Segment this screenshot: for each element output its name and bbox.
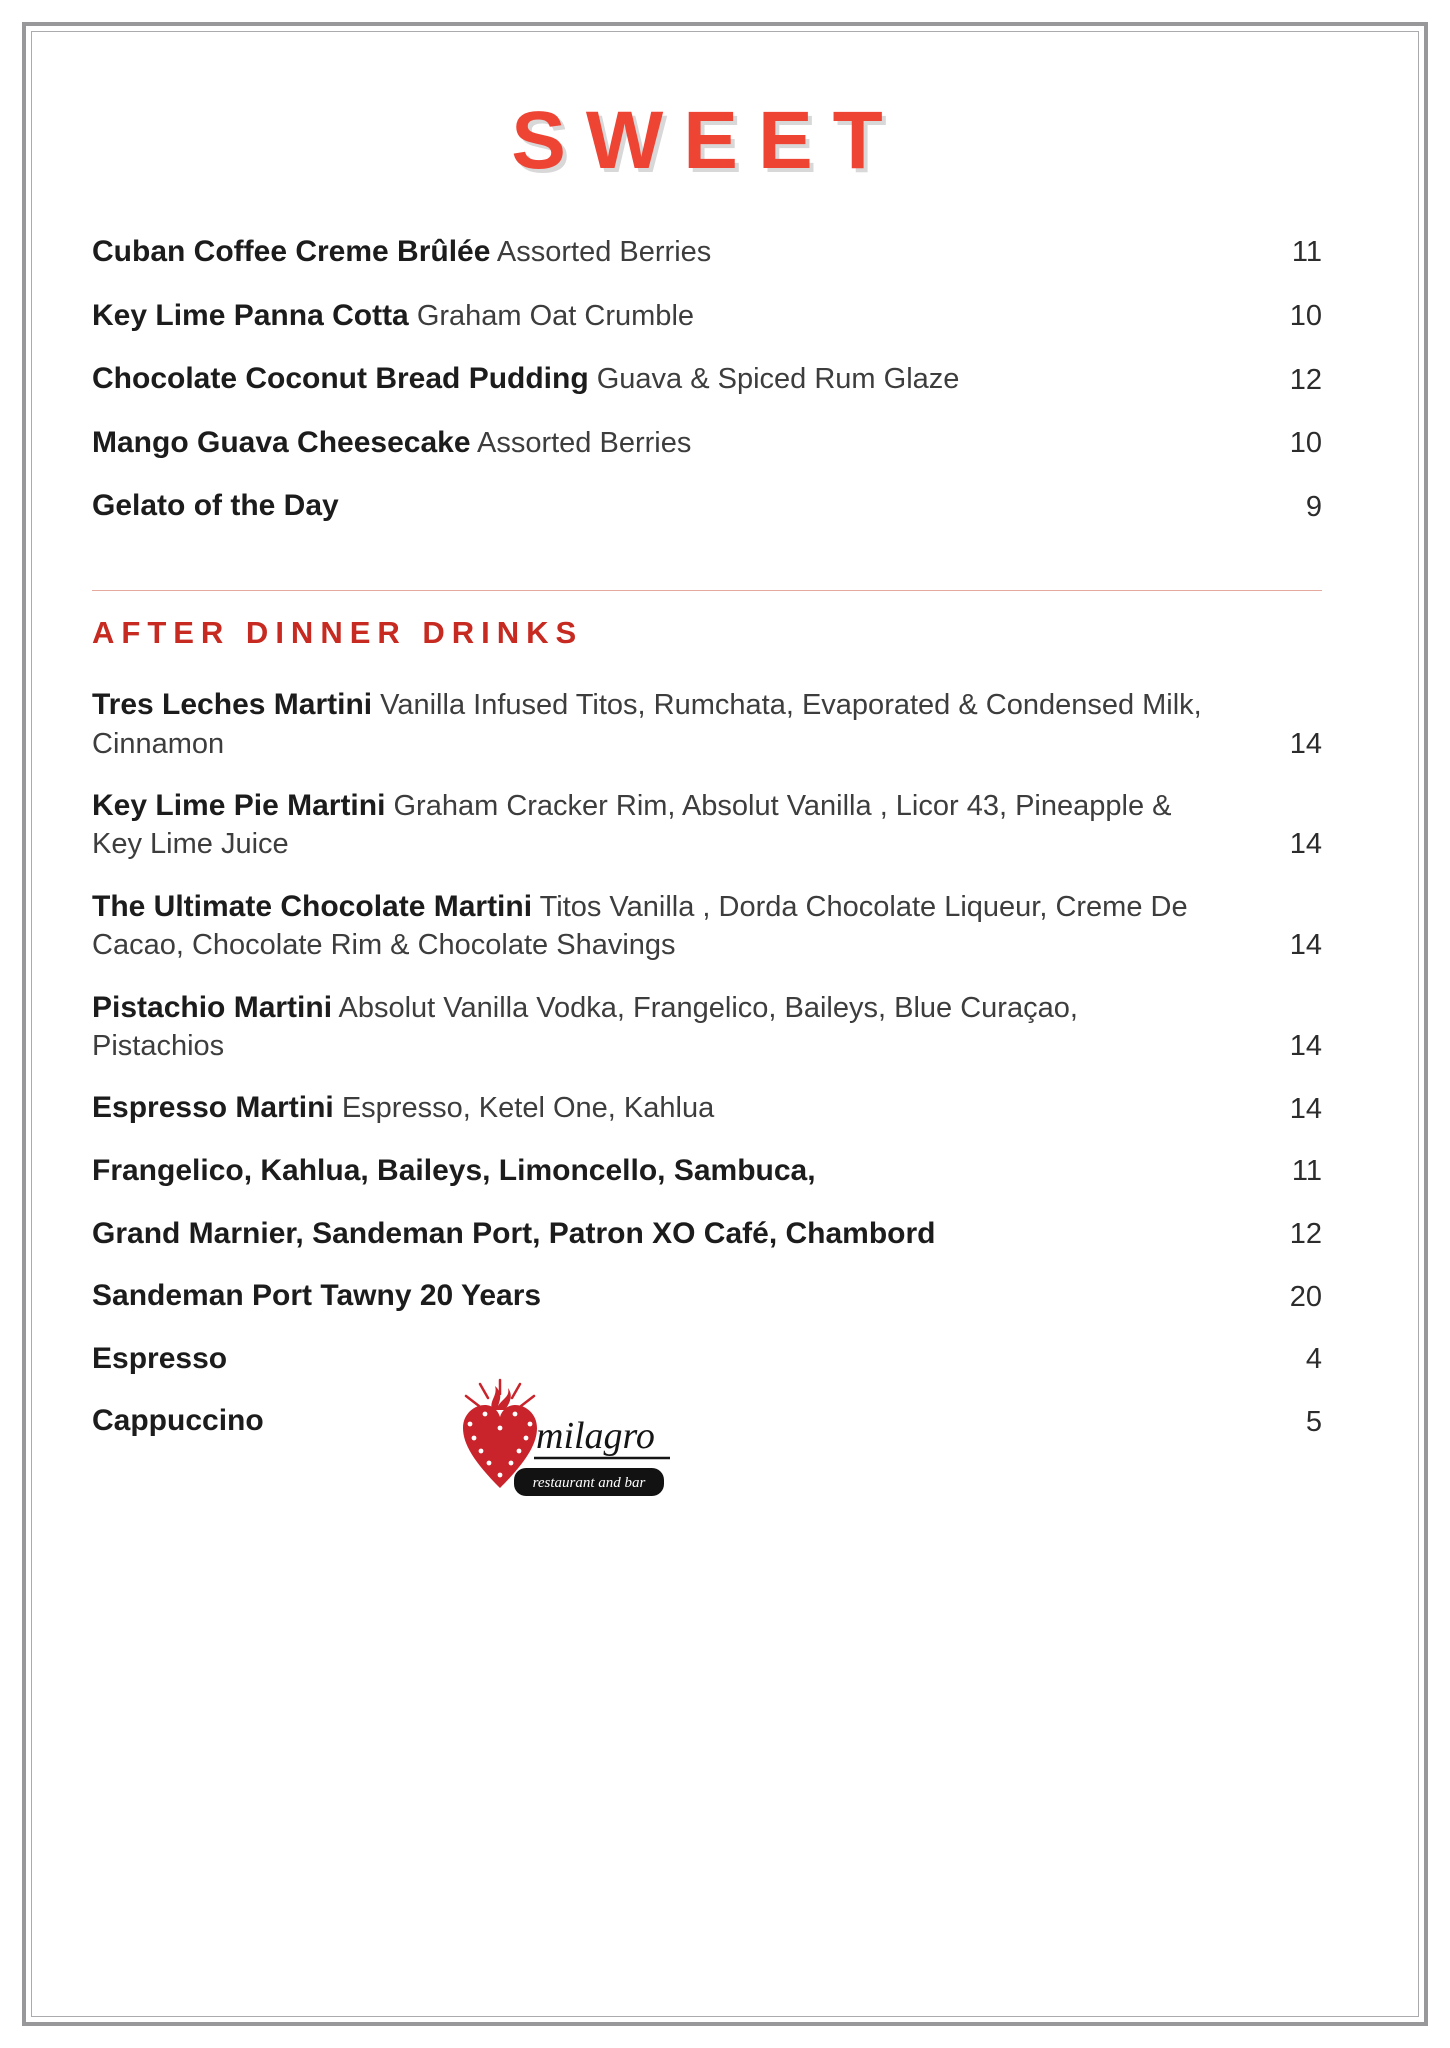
item-text <box>92 685 1256 763</box>
logo-tagline-text: restaurant and bar <box>532 1475 646 1491</box>
item-price: 20 <box>1289 1280 1322 1313</box>
dessert-row <box>92 359 1322 399</box>
drink-row <box>92 1401 1322 1441</box>
item-price: 14 <box>1289 1092 1322 1125</box>
item-desc: Vanilla Infused Titos, Rumchata, Evaporated & Condensed Milk, Cinnamon <box>92 688 1202 760</box>
item-name: Key Lime Panna Cotta <box>92 298 409 332</box>
milagro-logo <box>448 1376 678 1516</box>
item-price: 14 <box>1289 727 1322 760</box>
item-desc: Assorted Berries <box>476 426 692 459</box>
item-price: 11 <box>1291 236 1322 269</box>
item-desc: Titos Vanilla , Dorda Chocolate Liqueur, Creme De Cacao, Chocolate Rim & Chocolate Shavings <box>92 890 1188 962</box>
item-price: 12 <box>1289 1217 1322 1250</box>
item-price: 4 <box>1305 1343 1322 1376</box>
item-name: Gelato of the Day <box>92 489 339 523</box>
item-name: Frangelico, Kahlua, Baileys, Limoncello, Sambuca, <box>92 1154 816 1187</box>
drink-row <box>92 685 1322 763</box>
item-text <box>92 887 1256 965</box>
item-name: Espresso <box>92 1341 228 1375</box>
item-text <box>92 988 1256 1066</box>
drink-row <box>92 887 1322 965</box>
drink-row <box>92 988 1322 1066</box>
drink-row <box>92 1339 1322 1379</box>
item-name: Cuban Coffee Creme Brûlée <box>92 235 491 268</box>
item-name: Grand Marnier, Sandeman Port, Patron XO Café, Chambord <box>92 1216 936 1250</box>
item-price: 9 <box>1305 490 1322 523</box>
item-desc: Graham Oat Crumble <box>416 299 695 332</box>
item-price: 10 <box>1289 427 1322 460</box>
item-desc: Espresso, Ketel One, Kahlua <box>341 1092 715 1125</box>
item-price: 14 <box>1289 929 1322 962</box>
item-price: 10 <box>1289 299 1322 332</box>
item-text <box>92 359 1256 399</box>
item-text <box>92 1088 1256 1128</box>
item-price: 14 <box>1289 1030 1322 1063</box>
item-price: 14 <box>1289 828 1322 861</box>
item-name: Chocolate Coconut Bread Pudding <box>92 362 589 396</box>
item-name: Sandeman Port Tawny 20 Years <box>92 1279 542 1313</box>
item-text <box>92 1339 1256 1379</box>
drink-row <box>92 1276 1322 1316</box>
dessert-row <box>92 232 1322 272</box>
page-title: SWEET <box>511 95 903 186</box>
drink-row <box>92 1214 1322 1254</box>
item-name: Mango Guava Cheesecake <box>92 425 471 459</box>
item-name: The Ultimate Chocolate Martini <box>92 889 533 923</box>
menu-content <box>92 95 1322 1464</box>
item-price: 12 <box>1289 363 1322 396</box>
milagro-logo-graphic <box>448 1376 678 1516</box>
drink-row <box>92 1088 1322 1128</box>
dessert-row <box>92 486 1322 526</box>
item-text <box>92 1214 1256 1254</box>
item-name: Pistachio Martini <box>92 990 333 1024</box>
item-desc: Assorted Berries <box>496 236 712 268</box>
section-divider <box>92 590 1322 591</box>
item-text <box>92 423 1256 463</box>
drink-row <box>92 786 1322 864</box>
item-price: 11 <box>1291 1155 1322 1188</box>
item-price: 5 <box>1305 1405 1322 1438</box>
item-desc: Guava & Spiced Rum Glaze <box>596 363 960 396</box>
dessert-list <box>92 232 1322 526</box>
dessert-row <box>92 296 1322 336</box>
item-name: Espresso Martini <box>92 1091 334 1125</box>
logo-brand-text: milagro <box>536 1415 655 1457</box>
dessert-row <box>92 423 1322 463</box>
item-text <box>92 1151 1256 1191</box>
item-text <box>92 486 1256 526</box>
item-text <box>92 296 1256 336</box>
after-dinner-heading: AFTER DINNER DRINKS <box>92 614 584 650</box>
heart-rays-icon <box>466 1380 534 1406</box>
item-name: Cappuccino <box>92 1404 264 1438</box>
item-desc: Absolut Vanilla Vodka, Frangelico, Baileys, Blue Curaçao, Pistachios <box>92 991 1078 1063</box>
item-text <box>92 232 1256 272</box>
item-desc: Graham Cracker Rim, Absolut Vanilla , Licor 43, Pineapple & Key Lime Juice <box>92 789 1172 861</box>
drink-row <box>92 1151 1322 1191</box>
item-text <box>92 1276 1256 1316</box>
item-name: Tres Leches Martini <box>92 687 373 721</box>
item-name: Key Lime Pie Martini <box>92 788 386 822</box>
after-dinner-list <box>92 685 1322 1441</box>
item-text <box>92 786 1256 864</box>
